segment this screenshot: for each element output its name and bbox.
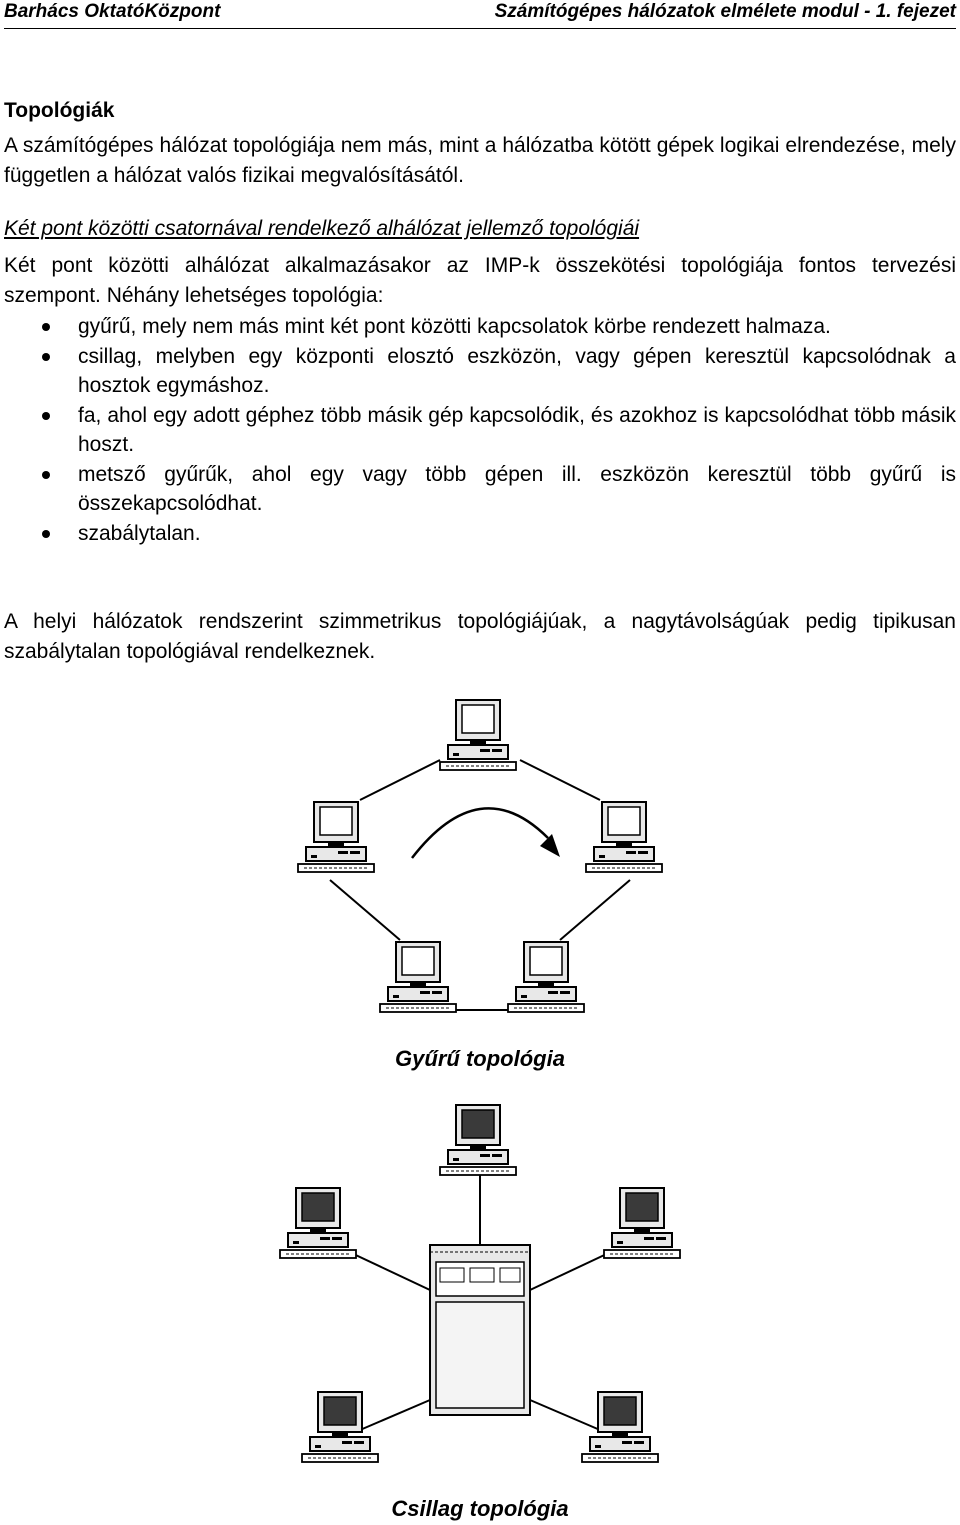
bullet-icon xyxy=(42,353,50,361)
closing-paragraph: A helyi hálózatok rendszerint szimmetrikus topológiájúak, a nagytávolságúak pedig tipikusan szabálytalan topológiával rendelkeznek. xyxy=(4,610,956,663)
bullet-icon xyxy=(42,412,50,420)
ring-links xyxy=(330,760,630,1010)
computer-icon xyxy=(586,802,662,872)
ring-topology-figure xyxy=(0,680,960,1040)
list-item xyxy=(0,460,956,519)
list-item xyxy=(0,519,956,549)
section-title: Topológiák xyxy=(4,99,115,122)
list-item-text: metsző gyűrűk, ahol egy vagy több gépen ill. eszközön keresztül több gyűrű is összekapcsolódhat. xyxy=(78,462,956,515)
ring-caption: Gyűrű topológia xyxy=(395,1046,565,1071)
topology-list xyxy=(0,312,956,548)
header-left: Barhács OktatóKözpont xyxy=(4,1,221,22)
computer-icon xyxy=(298,802,374,872)
star-topology-figure xyxy=(0,1090,960,1490)
computer-icon xyxy=(280,1188,356,1258)
curved-arrow-icon xyxy=(412,808,560,858)
star-caption: Csillag topológia xyxy=(391,1496,569,1521)
computer-icon xyxy=(440,1105,516,1175)
subintro-paragraph: Két pont közötti alhálózat alkalmazásakor az IMP-k összekötési topológiája fontos tervezési szempont. Néhány lehetséges topológia: xyxy=(4,254,956,307)
subheading: Két pont közötti csatornával rendelkező alhálózat jellemző topológiái xyxy=(4,217,640,240)
intro-paragraph: A számítógépes hálózat topológiája nem más, mint a hálózatba kötött gépek logikai elrendezése, mely független a hálózat valós fizikai megvalósításától. xyxy=(4,134,956,187)
header-right: Számítógépes hálózatok elmélete modul - 1. fejezet xyxy=(494,1,956,22)
list-item-text: fa, ahol egy adott géphez több másik gép kapcsolódik, és azokhoz is kapcsolódhat több másik hoszt. xyxy=(78,403,956,456)
computer-icon xyxy=(508,942,584,1012)
list-item xyxy=(0,342,956,401)
list-item xyxy=(0,312,956,342)
bullet-icon xyxy=(42,530,50,538)
list-item-text: csillag, melyben egy központi elosztó eszközön, vagy gépen keresztül kapcsolódnak a hosztok egymáshoz. xyxy=(78,344,956,397)
computer-icon xyxy=(440,700,516,770)
list-item xyxy=(0,401,956,460)
list-item-text: gyűrű, mely nem más mint két pont közötti kapcsolatok körbe rendezett halmaza. xyxy=(78,315,831,338)
bullet-icon xyxy=(42,323,50,331)
bullet-icon xyxy=(42,471,50,479)
computer-icon xyxy=(604,1188,680,1258)
computer-icon xyxy=(380,942,456,1012)
page-header xyxy=(4,0,956,29)
server-icon xyxy=(430,1245,530,1415)
list-item-text: szabálytalan. xyxy=(78,521,201,545)
